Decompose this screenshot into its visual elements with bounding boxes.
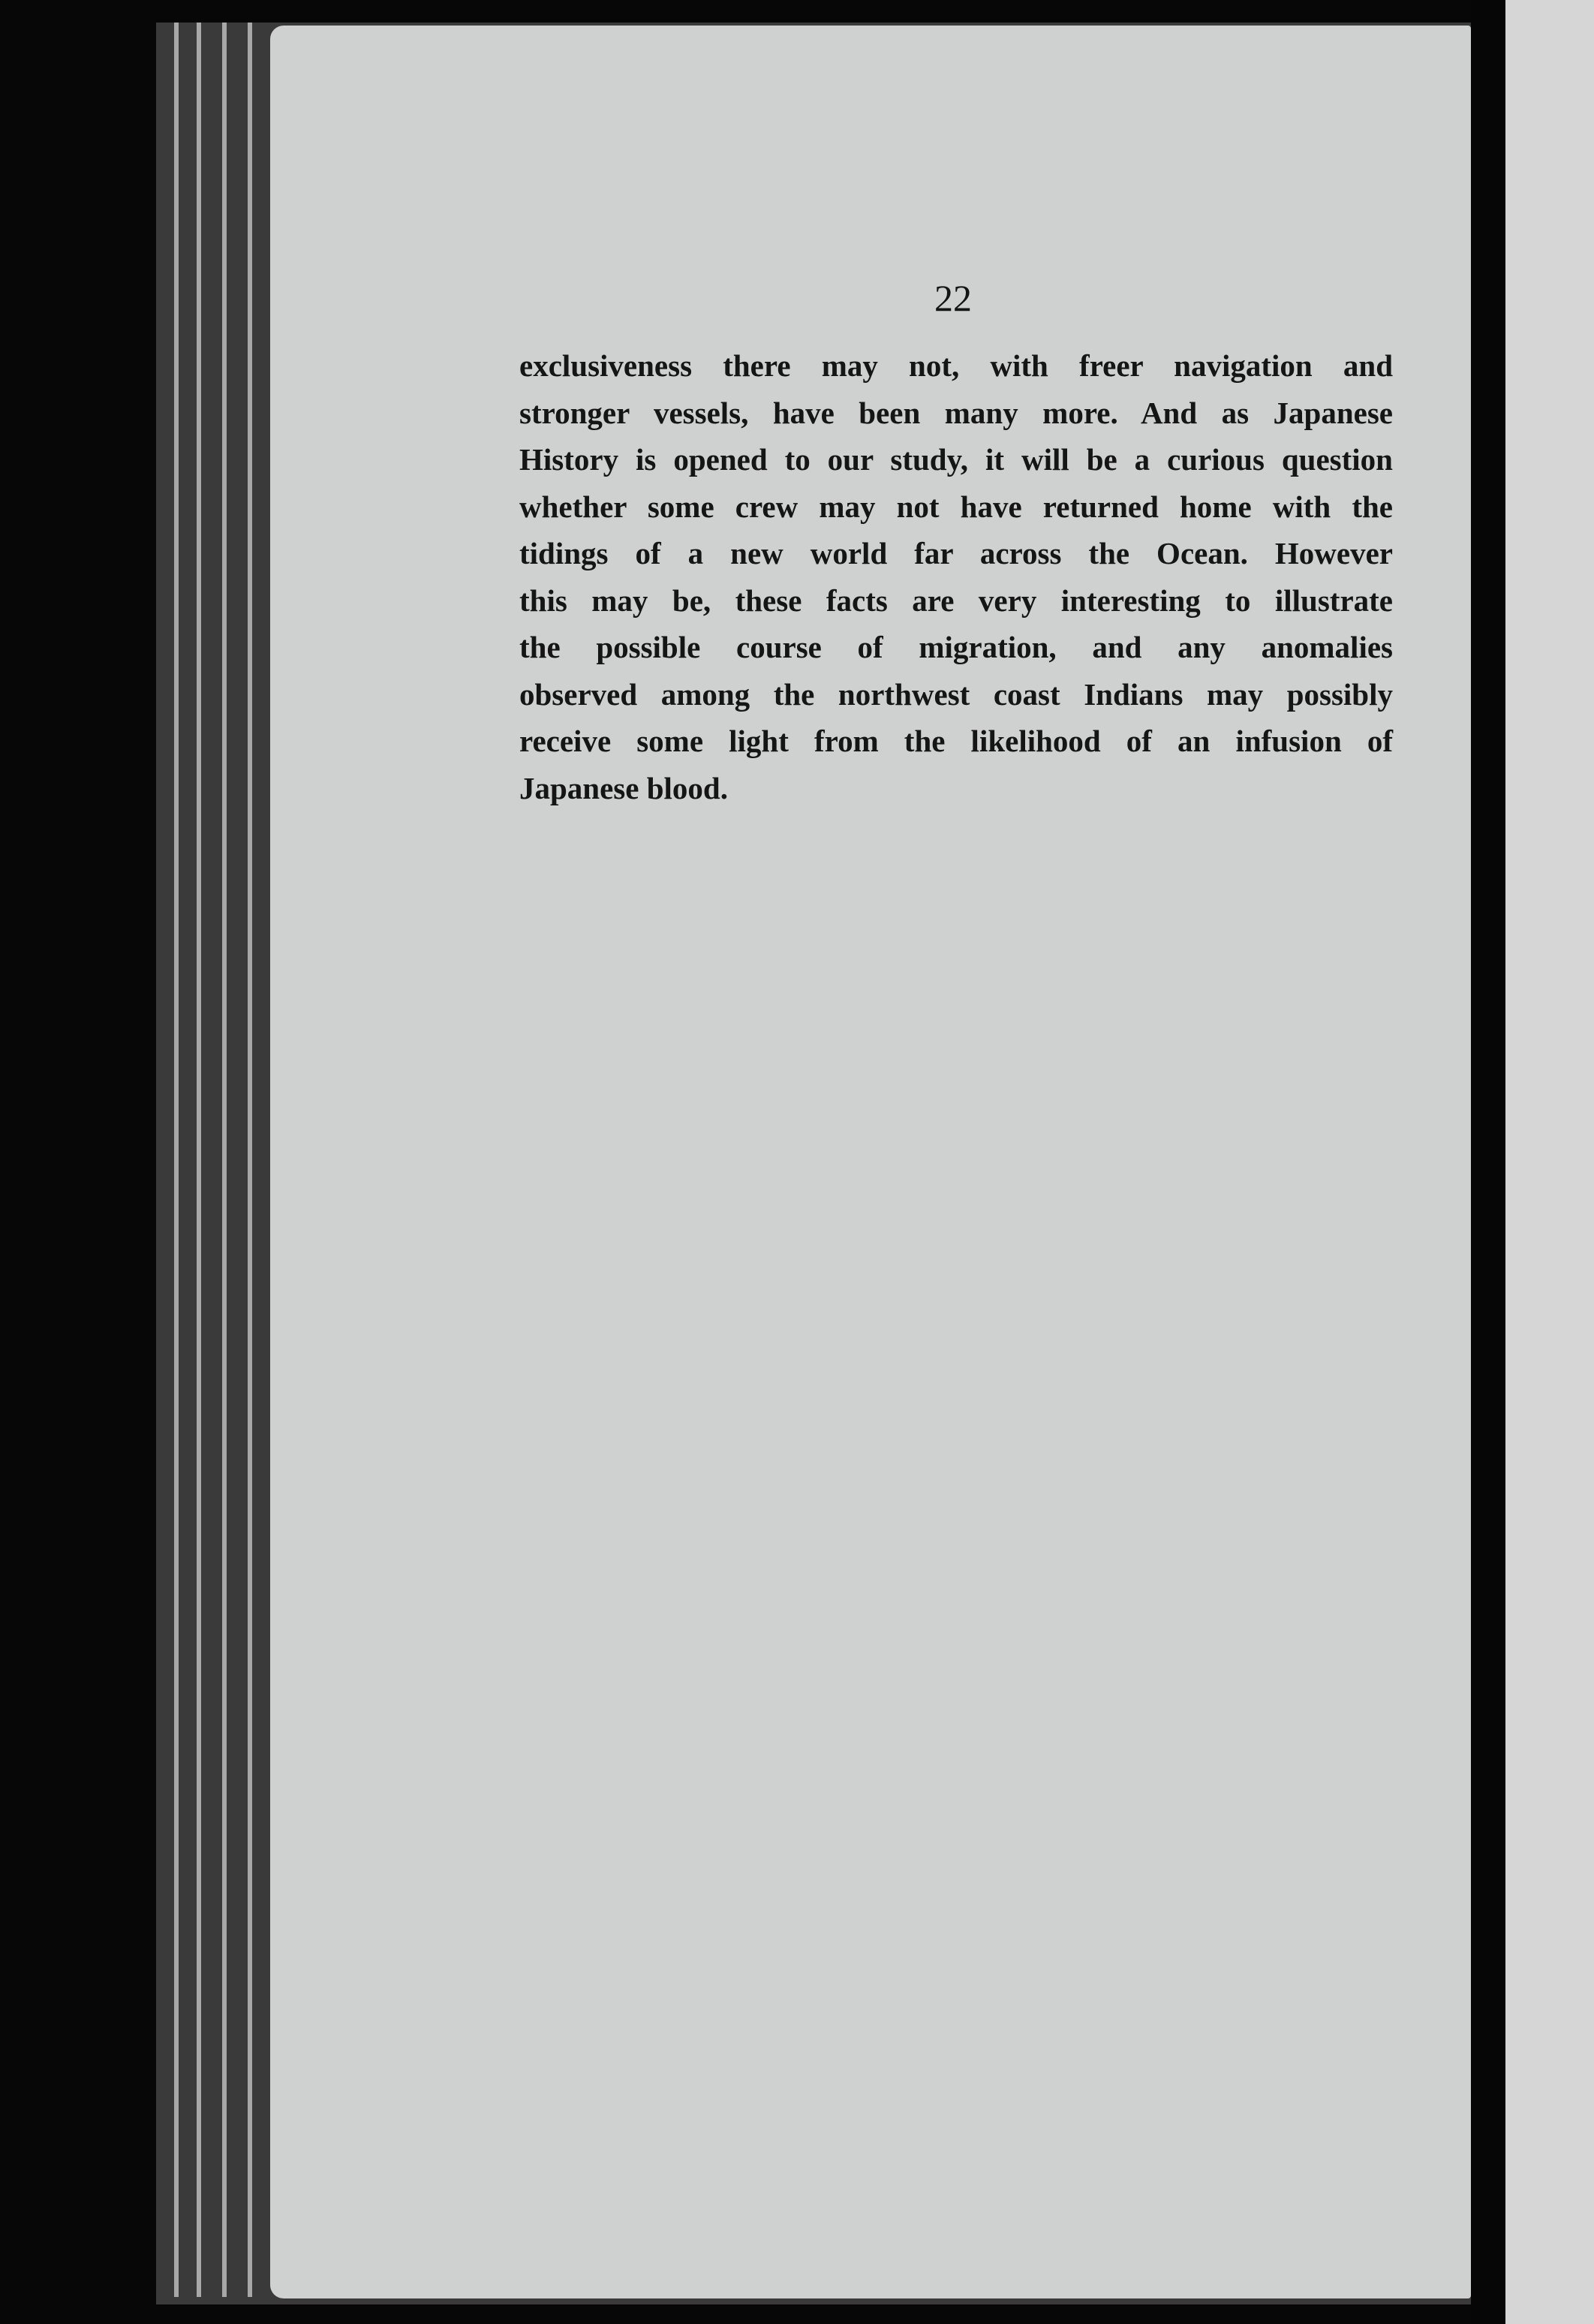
text-line: exclusiveness there may not, with freer navigation and [519,348,1393,383]
text-line: stronger vessels, have been many more. And as Japanese [519,395,1393,430]
binding-shadow [1471,0,1505,2324]
page-number: 22 [934,277,972,319]
text-line: observed among the northwest coast Indians may possibly [519,676,1393,712]
facing-page-edge [1505,0,1594,2324]
text-line: History is opened to our study, it will be a curious question [519,442,1393,477]
text-line: this may be, these facts are very interesting to illustrate [519,583,1393,618]
body-paragraph [519,342,1393,811]
page-stack-edge [197,23,201,2297]
text-line: Japanese blood. [519,770,728,805]
page-stack-edge [248,23,252,2297]
page-stack-edge [222,23,227,2297]
text-line: tidings of a new world far across the Ocean. However [519,536,1393,570]
text-line: whether some crew may not have returned home with the [519,489,1393,524]
page-stack-edge [174,23,179,2297]
text-line: the possible course of migration, and any anomalies [519,630,1393,664]
text-line: receive some light from the likelihood of an infusion of [519,724,1393,758]
